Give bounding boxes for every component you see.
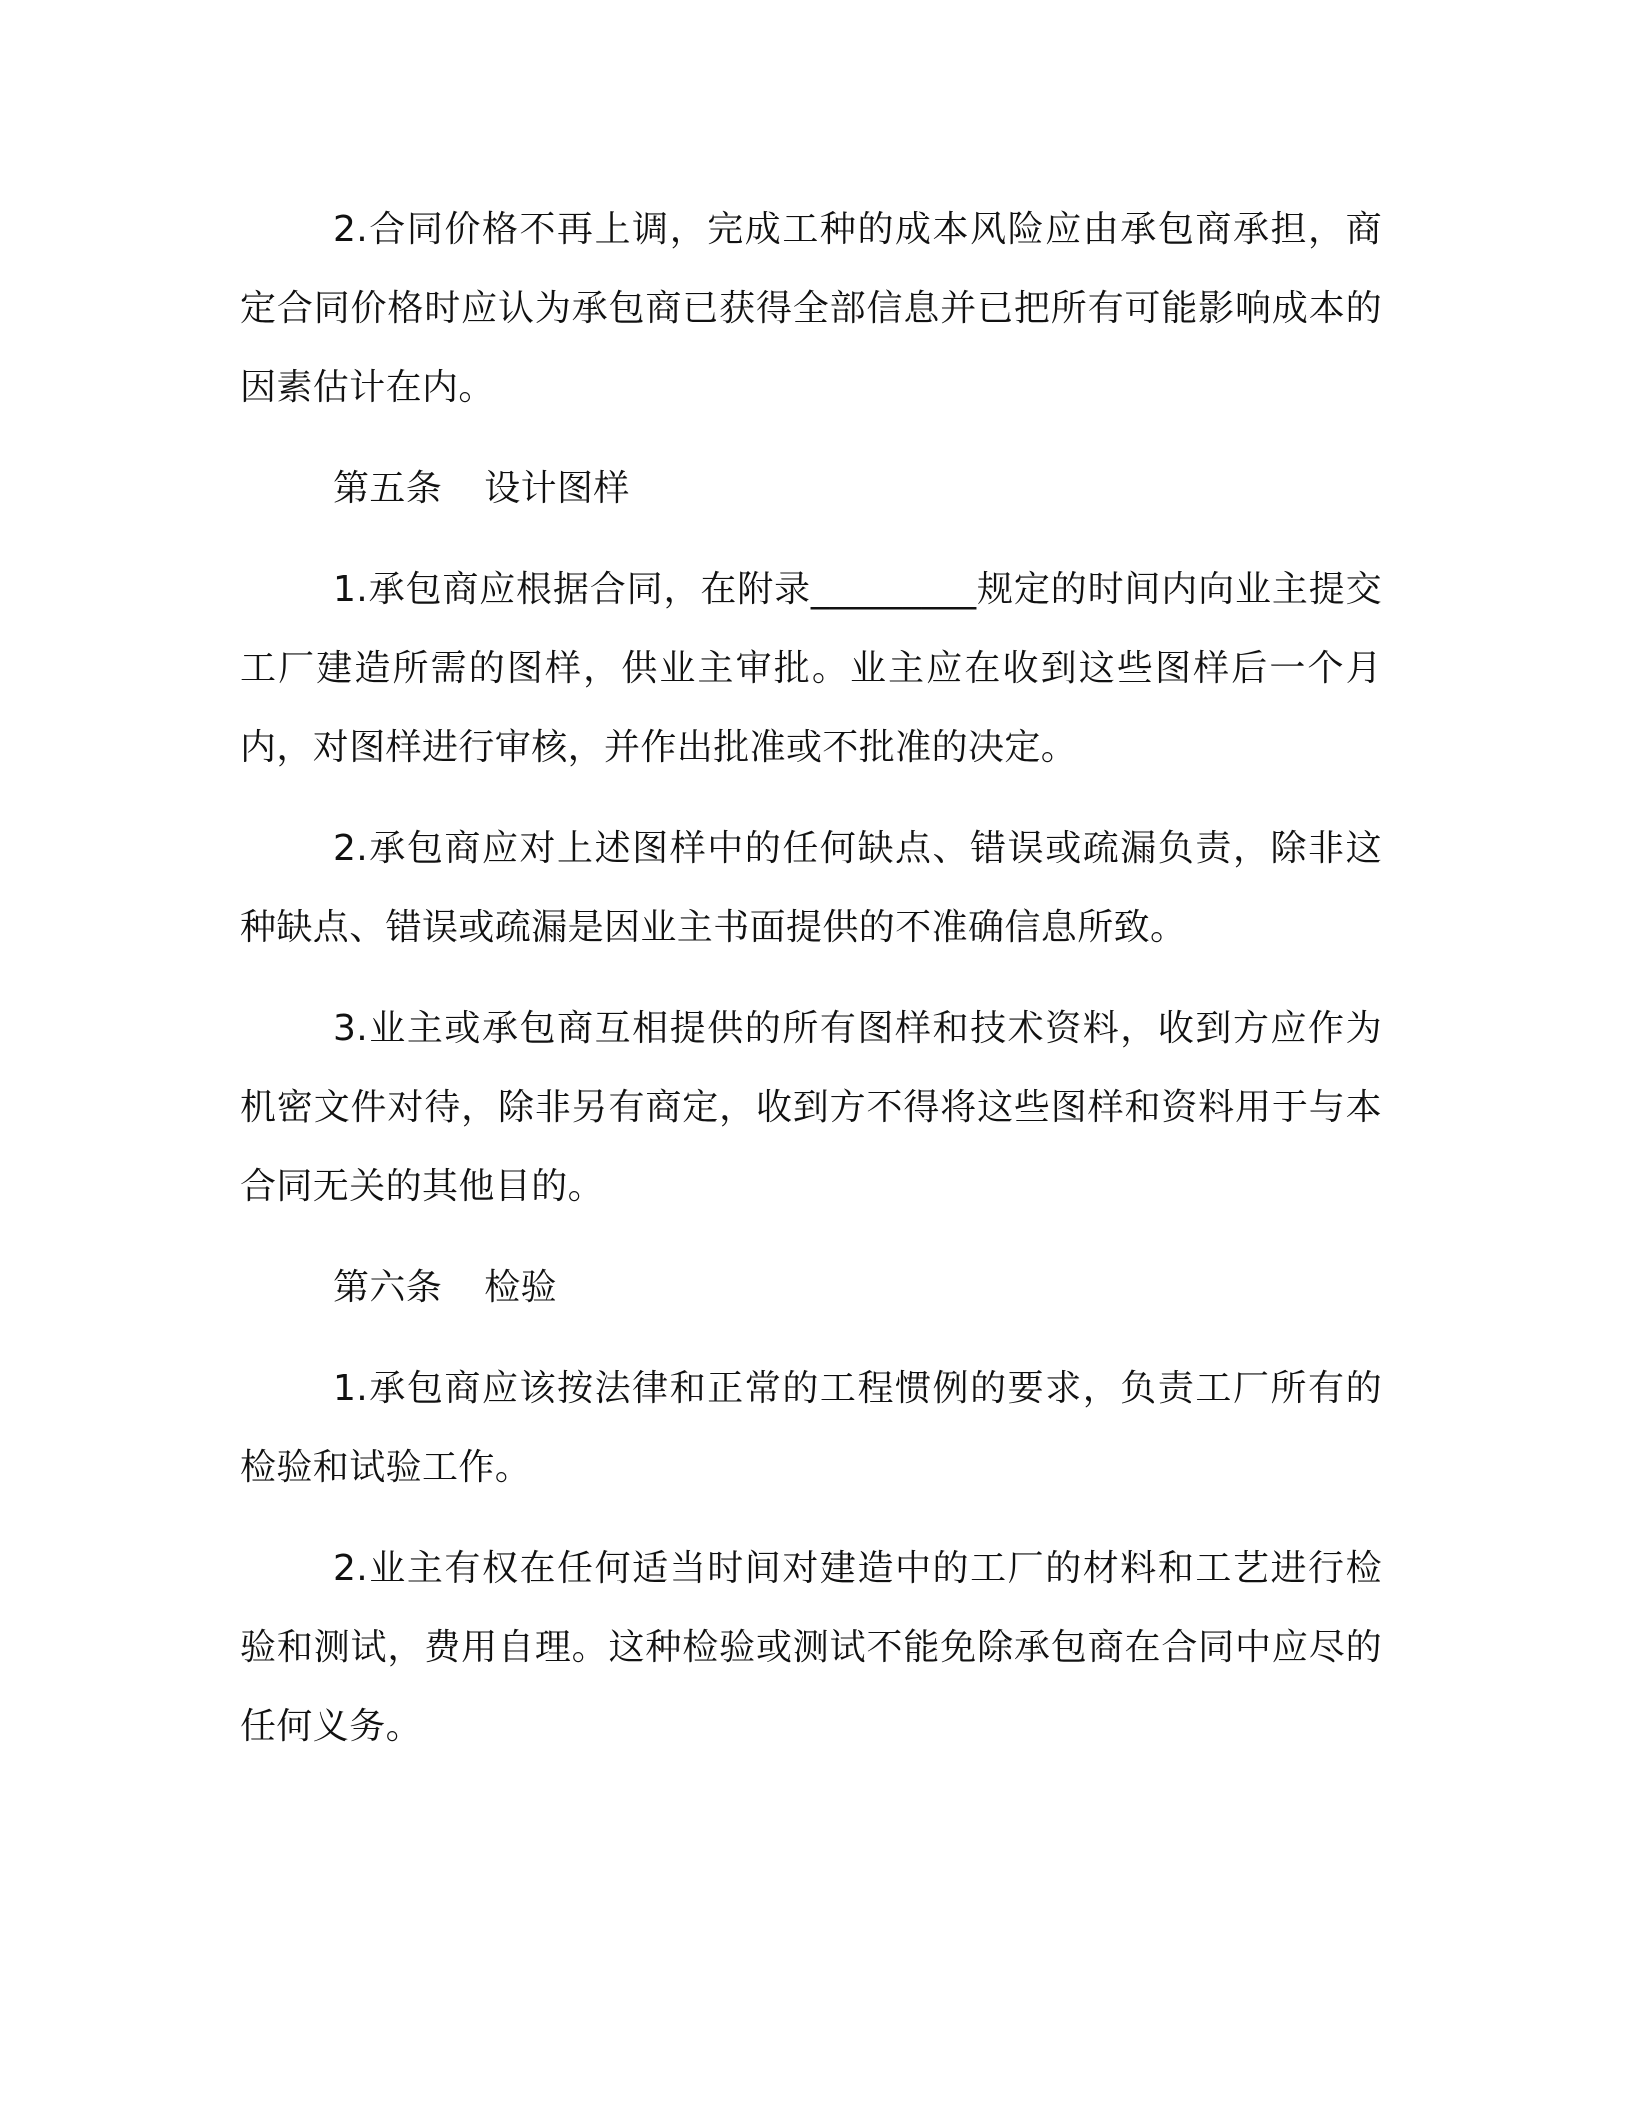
- paragraph-6-2: 2.业主有权在任何适当时间对建造中的工厂的材料和工艺进行检验和测试，费用自理。这种检验或测试不能免除承包商在合同中应尽的任何义务。: [240, 1548, 1382, 1747]
- paragraph-5-1: 1.承包商应根据合同，在附录_________规定的时间内向业主提交工厂建造所需的图样，供业主审批。业主应在收到这些图样后一个月内，对图样进行审核，并作出批准或不批准的决定。: [240, 569, 1382, 768]
- paragraph-5-3: 3.业主或承包商互相提供的所有图样和技术资料，收到方应作为机密文件对待，除非另有商定，收到方不得将这些图样和资料用于与本合同无关的其他目的。: [240, 1008, 1382, 1207]
- document-body: [240, 190, 1382, 1788]
- paragraph-6-1: 1.承包商应该按法律和正常的工程惯例的要求，负责工厂所有的检验和试验工作。: [240, 1368, 1382, 1488]
- article-6-heading: [240, 1248, 1382, 1327]
- article-6-title: 检验: [484, 1267, 558, 1308]
- article-5-title: 设计图样: [484, 468, 630, 509]
- paragraph-price-risk: 2.合同价格不再上调，完成工种的成本风险应由承包商承担，商定合同价格时应认为承包商已获得全部信息并已把所有可能影响成本的因素估计在内。: [240, 209, 1382, 408]
- article-5-heading: [240, 449, 1382, 528]
- article-5-number: 第五条: [333, 468, 443, 509]
- article-6-number: 第六条: [333, 1267, 443, 1308]
- paragraph-5-2: 2.承包商应对上述图样中的任何缺点、错误或疏漏负责，除非这种缺点、错误或疏漏是因业主书面提供的不准确信息所致。: [240, 828, 1382, 948]
